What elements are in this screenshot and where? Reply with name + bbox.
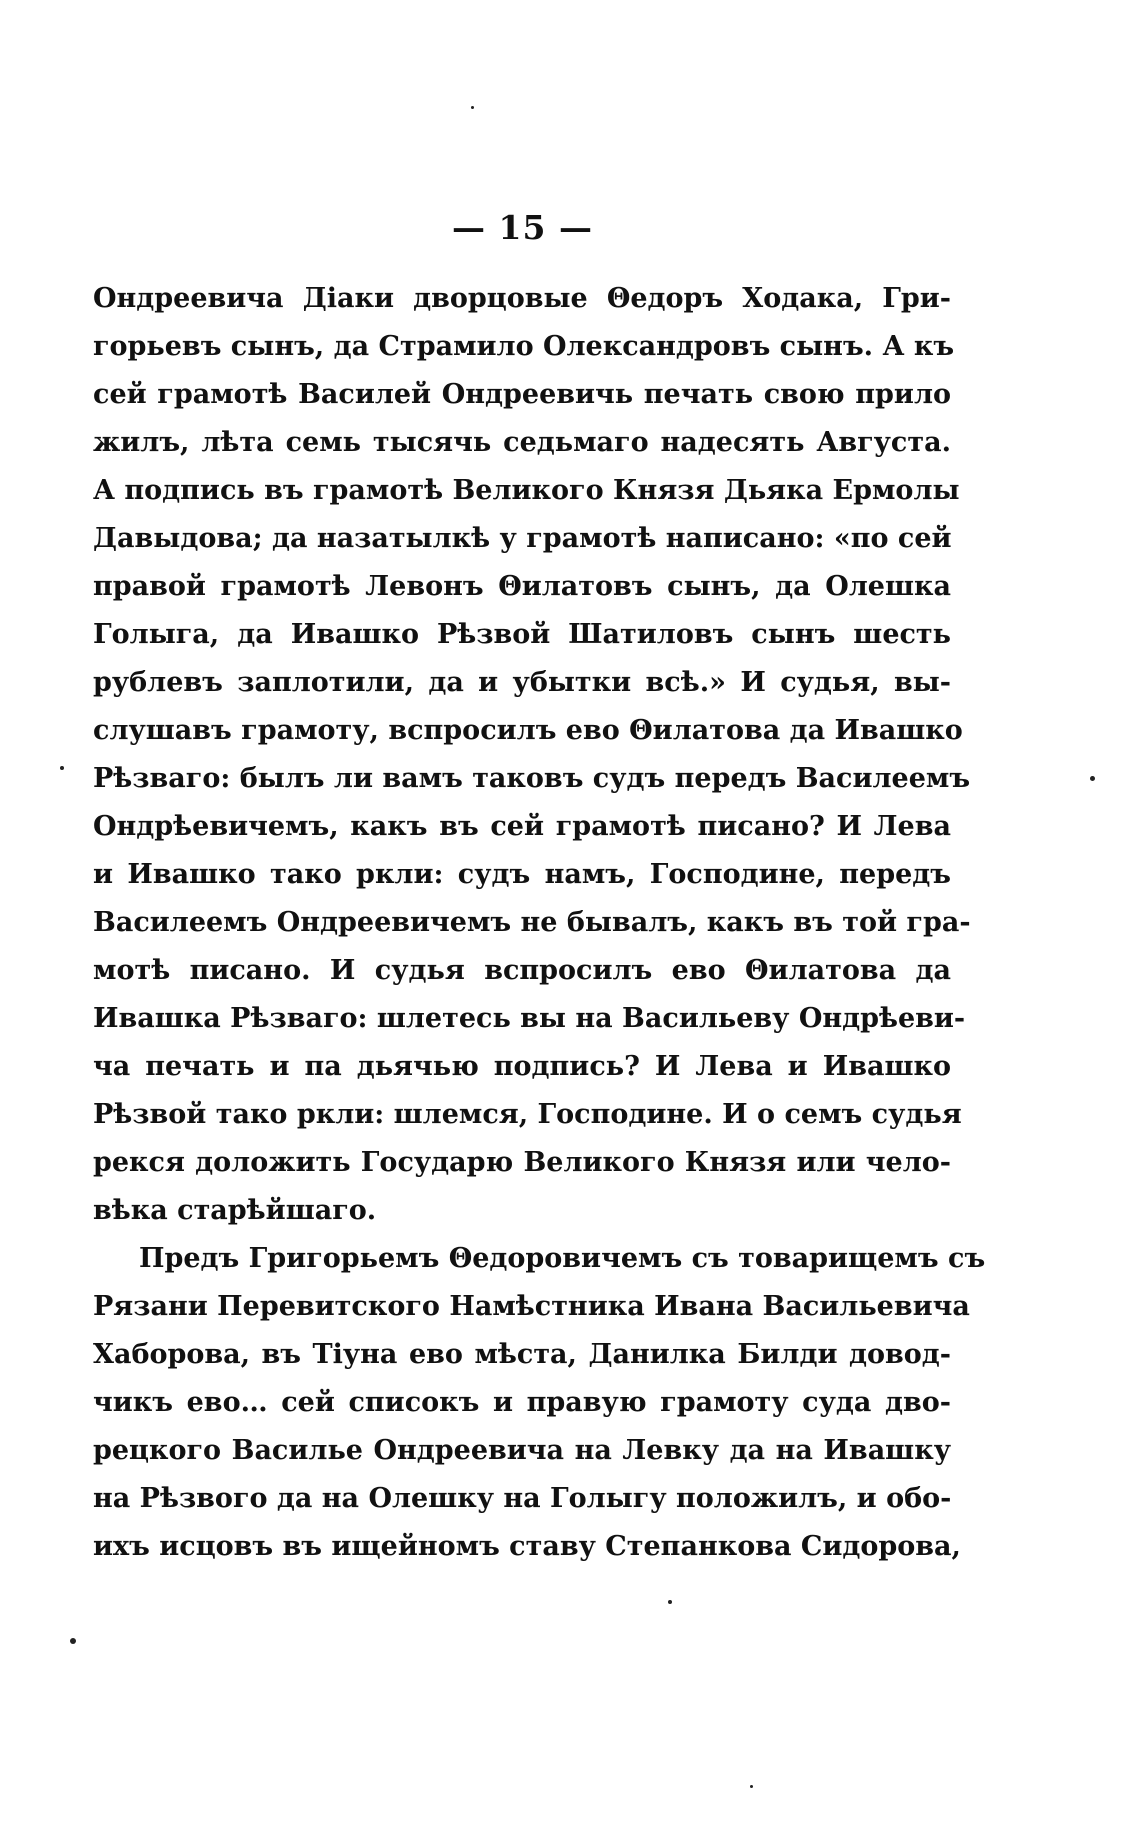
text-line: правой грамотѣ Левонъ Θилатовъ сынъ, да Олешка: [93, 571, 951, 602]
text-line: сей грамотѣ Василей Ондреевичь печать свою прило: [93, 379, 951, 410]
text-line: Ондреевича Дiаки дворцовые Θедоръ Ходака, Гри-: [93, 283, 951, 314]
page-number: — 15 —: [452, 208, 593, 247]
paragraph-2: [93, 1235, 986, 1571]
text-line: слушавъ грамоту, вспросилъ ево Θилатова да Ивашко: [93, 715, 963, 746]
scan-speck: [1090, 776, 1095, 781]
text-line: Рѣзваго: былъ ли вамъ таковъ судъ передъ Василеемъ: [93, 763, 971, 794]
text-line: рублевъ заплотили, да и убытки всѣ.» И судья, вы-: [93, 667, 951, 698]
text-line: Голыга, да Ивашко Рѣзвой Шатиловъ сынъ шесть: [93, 619, 951, 650]
scan-speck: [60, 766, 64, 770]
text-line: вѣка старѣйшаго.: [93, 1195, 377, 1226]
scan-speck: [70, 1638, 76, 1644]
text-line: Хаборова, въ Тiуна ево мѣста, Данилка Билди довод-: [93, 1339, 951, 1370]
text-line: ихъ исцовъ въ ищейномъ ставу Степанкова Сидорова,: [93, 1531, 961, 1562]
scan-speck: [750, 1785, 753, 1788]
text-line: ча печать и па дьячью подпись? И Лева и Ивашко: [93, 1051, 951, 1082]
text-line: Ивашка Рѣзваго: шлетесь вы на Васильеву Ондрѣеви-: [93, 1003, 966, 1034]
text-line: на Рѣзвого да на Олешку на Голыгу положилъ, и обо-: [93, 1483, 952, 1514]
text-line: жилъ, лѣта семь тысячь седьмаго надесять Августа.: [93, 427, 951, 458]
scan-speck: [668, 1600, 672, 1604]
text-line: чикъ ево… сей списокъ и правую грамоту суда дво-: [93, 1387, 951, 1418]
text-line: Рѣзвой тако ркли: шлемся, Господине. И о семъ судья: [93, 1099, 962, 1130]
text-line: Ондрѣевичемъ, какъ въ сей грамотѣ писано? И Лева: [93, 811, 951, 842]
text-line: мотѣ писано. И судья вспросилъ ево Θилатова да: [93, 955, 951, 986]
text-line: Рязани Перевитского Намѣстника Ивана Васильевича: [93, 1291, 970, 1322]
text-line: и Ивашко тако ркли: судъ намъ, Господине, передъ: [93, 859, 951, 890]
text-line: Предъ Григорьемъ Θедоровичемъ съ товарищемъ съ: [139, 1243, 986, 1274]
text-line: рецкого Василье Ондреевича на Левку да на Ивашку: [93, 1435, 951, 1466]
text-line: горьевъ сынъ, да Страмило Олександровъ сынъ. А къ: [93, 331, 955, 362]
text-line: рекся доложить Государю Великого Князя или чело-: [93, 1147, 951, 1178]
text-line: Василеемъ Ондреевичемъ не бывалъ, какъ въ той гра-: [93, 907, 971, 938]
scan-speck: [471, 106, 474, 109]
paragraph-1: [93, 275, 971, 1235]
text-line: А подпись въ грамотѣ Великого Князя Дьяка Ермолы: [93, 475, 960, 506]
text-line: Давыдова; да назатылкѣ у грамотѣ написано: «по сей: [93, 523, 952, 554]
